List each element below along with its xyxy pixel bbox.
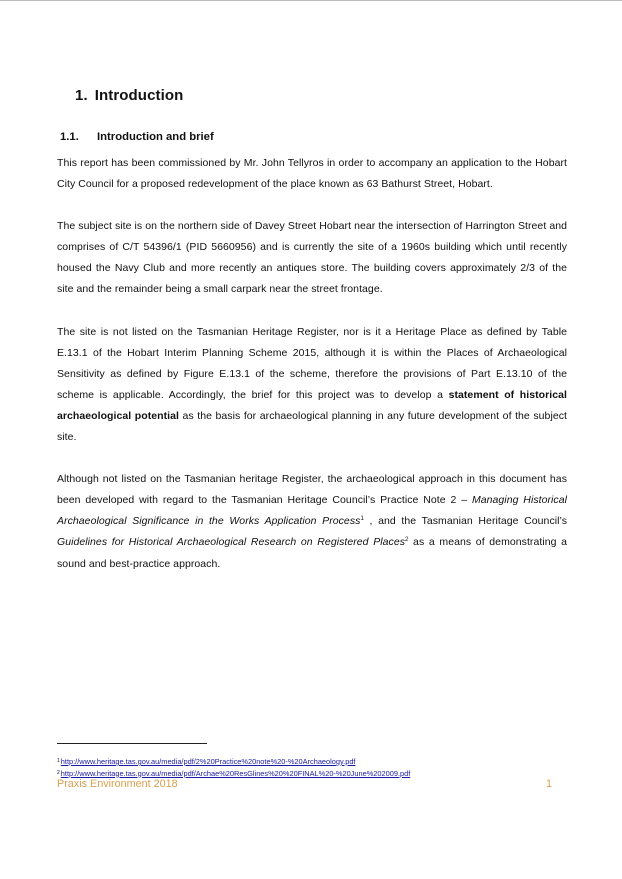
practice-note-title: Managing Historical Archaeological Significance in the Works Application Process [57,494,567,528]
section-title: Introduction [94,87,184,104]
paragraph-3-bold: statement of historical archaeological potential [57,388,567,422]
subsection-heading [60,131,214,143]
body-text [57,153,567,596]
footnote-2-link[interactable]: http://www.heritage.tas.gov.au/media/pdf/Archae%20ResGlines%20%20FINAL%20-%20June%202009.pdf [60,768,411,778]
paragraph-4 [57,469,567,574]
footnote-1-link[interactable]: http://www.heritage.tas.gov.au/media/pdf/2%20Practice%20note%20-%20Archaeology.pdf [60,757,356,766]
paragraph-4-text-a: Although not listed on the Tasmanian heritage Register, the archaeological approach in this document has been developed with regard to the Tasmanian Heritage Council’s Practice Note 2 – [57,473,567,507]
guidelines-title: Guidelines for Historical Archaeological Research on Registered Places [57,536,406,549]
footnote-ref-1[interactable]: 1 [360,516,364,523]
footnotes [57,756,410,779]
paragraph-2: The subject site is on the northern side of Davey Street Hobart near the intersection of Harrington Street and comprises of C/T 54396/1 (PID 5660956) and is currently the site of a 1960s building which until recently housed the Navy Club and more recently an antiques store. The building covers approximately 2/3 of the site and the remainder being a small carpark near the street frontage. [57,220,567,296]
page-number: 1 [545,778,552,790]
footnote-1-marker: 1 [57,758,60,764]
footnote-separator [57,743,207,744]
footnote-1 [57,756,410,768]
paragraph-4-text-c: as a means of demonstrating a sound and best-practice approach. [57,536,567,570]
paragraph-1: This report has been commissioned by Mr. John Tellyros in order to accompany an application to the Hobart City Council for a proposed redevelopment of the place known as 63 Bathurst Street, Hobart. [57,157,567,191]
section-number: 1. [75,87,88,104]
paragraph-3-text-a: The site is not listed on the Tasmanian Heritage Register, nor is it a Heritage Place as defined by Table E.13.1 of the Hobart Interim Planning Scheme 2015, although it is within the Places of Archaeological Sensitivity as defined by Figure E.13.1 of the scheme, therefore the provisions of Part E.13.10 of the scheme is applicable. Accordingly, the brief for this project was to develop a [57,325,567,401]
page-top-border [0,0,622,1]
subsection-title: Introduction and brief [97,131,214,143]
footnote-ref-2[interactable]: 2 [405,537,409,544]
footnote-2-marker: 2 [57,769,60,776]
section-heading [75,87,183,104]
paragraph-3-text-b: as the basis for archaeological planning in any future development of the subject site. [57,409,567,444]
footer-organisation: Praxis Environment 2018 [57,778,178,790]
paragraph-3 [57,322,567,449]
paragraph-4-text-b: , and the Tasmanian Heritage Council’s [363,515,568,528]
subsection-number: 1.1. [60,131,79,143]
